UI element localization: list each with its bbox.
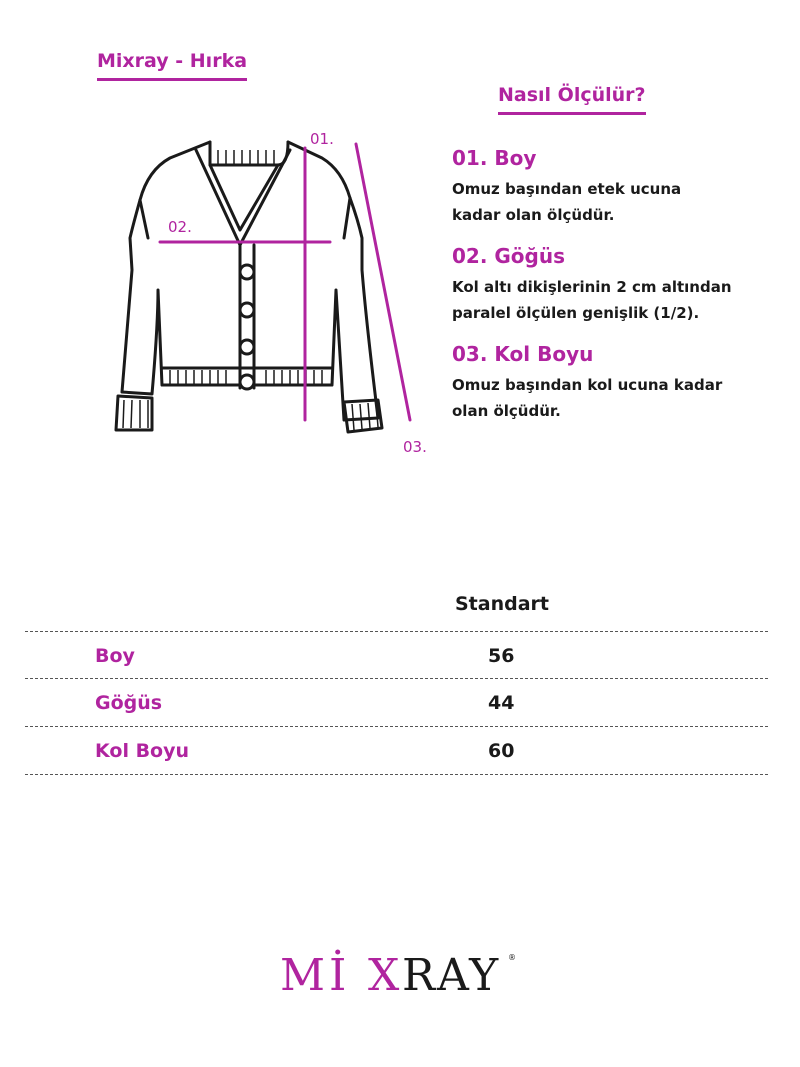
mixray-logo (280, 948, 520, 998)
measure-label-01: 01. (310, 130, 334, 148)
size-row-label: Kol Boyu (95, 740, 190, 762)
instruction-title: 03. Kol Boyu (452, 342, 594, 366)
instruction-kol-boyu (452, 342, 722, 424)
instruction-text: paralel ölçülen genişlik (1/2). (452, 304, 700, 322)
instruction-text: Omuz başından etek ucuna (452, 180, 682, 198)
table-divider (25, 631, 768, 632)
table-divider (25, 774, 768, 775)
how-to-measure-title: Nasıl Ölçülür? (498, 84, 646, 115)
instruction-text: kadar olan ölçüdür. (452, 206, 615, 224)
svg-text:X: X (368, 950, 400, 998)
product-title: Mixray - Hırka (97, 50, 247, 81)
instruction-gogus (452, 244, 732, 326)
instruction-text: Omuz başından kol ucuna kadar (452, 376, 723, 394)
instruction-boy (452, 146, 681, 228)
measure-label-02: 02. (168, 218, 192, 236)
svg-text:Mİ: Mİ (280, 950, 351, 998)
size-row-value: 56 (488, 645, 515, 667)
size-row-value: 44 (488, 692, 515, 714)
instruction-title: 02. Göğüs (452, 244, 566, 268)
table-divider (25, 726, 768, 727)
size-row-value: 60 (488, 740, 515, 762)
cardigan-sketch (100, 120, 440, 460)
svg-text:®: ® (508, 953, 516, 962)
size-column-header: Standart (455, 593, 549, 615)
measure-label-03: 03. (403, 438, 427, 456)
size-row-label: Göğüs (95, 692, 163, 714)
instruction-text: Kol altı dikişlerinin 2 cm altından (452, 278, 732, 296)
instruction-text: olan ölçüdür. (452, 402, 561, 420)
svg-text:RAY: RAY (402, 950, 501, 998)
instruction-title: 01. Boy (452, 146, 537, 170)
table-divider (25, 678, 768, 679)
size-row-label: Boy (95, 645, 135, 667)
